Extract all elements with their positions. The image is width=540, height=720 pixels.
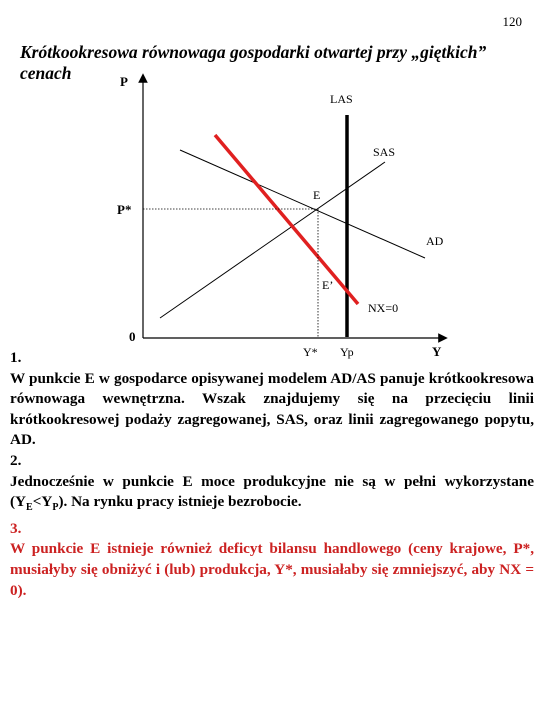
e-prime-label: E’ (322, 278, 334, 292)
point-3 (10, 519, 534, 601)
axis-x-label: Y (432, 344, 442, 359)
point-2-number: 2. (10, 451, 22, 469)
body-text (10, 348, 534, 601)
p-star-label: P* (117, 202, 132, 217)
point-1-text: W punkcie E w gospodarce opisywanej modelem AD/AS panuje krótkookresowa równowaga wewnętrzna. Wszak znajdujemy się na przecięciu linii krótkookresowej podaży zagregowanej, SAS, oraz linii zagregowanego popytu, AD. (10, 369, 534, 449)
y-star-label: Y* (303, 345, 318, 359)
ad-label: AD (426, 234, 444, 248)
origin-label: 0 (129, 329, 136, 344)
point-3-text: W punkcie E istnieje również deficyt bilansu handlowego (ceny krajowe, P*, musiałyby się obniżyć i (lub) produkcja, Y*, musiałaby się zmniejszyć, aby NX = 0). (10, 540, 534, 599)
las-label: LAS (330, 92, 353, 106)
point-1 (10, 348, 534, 451)
point-2-text-before: Jednocześnie w punkcie E moce produkcyjne nie są w pełni wykorzystane (Y (10, 472, 534, 511)
page-number: 120 (502, 14, 522, 29)
ad-line (180, 150, 425, 258)
slide-title: Krótkookresowa równowaga gospodarki otwartej przy „giętkich” cenach (20, 42, 487, 83)
point-2-text-mid: <Y (32, 493, 53, 511)
e-label: E (313, 188, 321, 202)
yp-label: Yp (340, 345, 354, 359)
point-3-number: 3. (10, 519, 22, 537)
sas-label: SAS (373, 145, 396, 159)
point-2-sub-p: P (52, 502, 59, 514)
point-2 (10, 451, 534, 519)
axis-y-label: P (120, 74, 128, 89)
nx-label: NX=0 (368, 301, 399, 315)
point-1-number: 1. (10, 349, 22, 366)
point-2-sub-e: E (26, 502, 33, 514)
point-2-text-after: ). Na rynku pracy istnieje bezrobocie. (58, 493, 302, 511)
